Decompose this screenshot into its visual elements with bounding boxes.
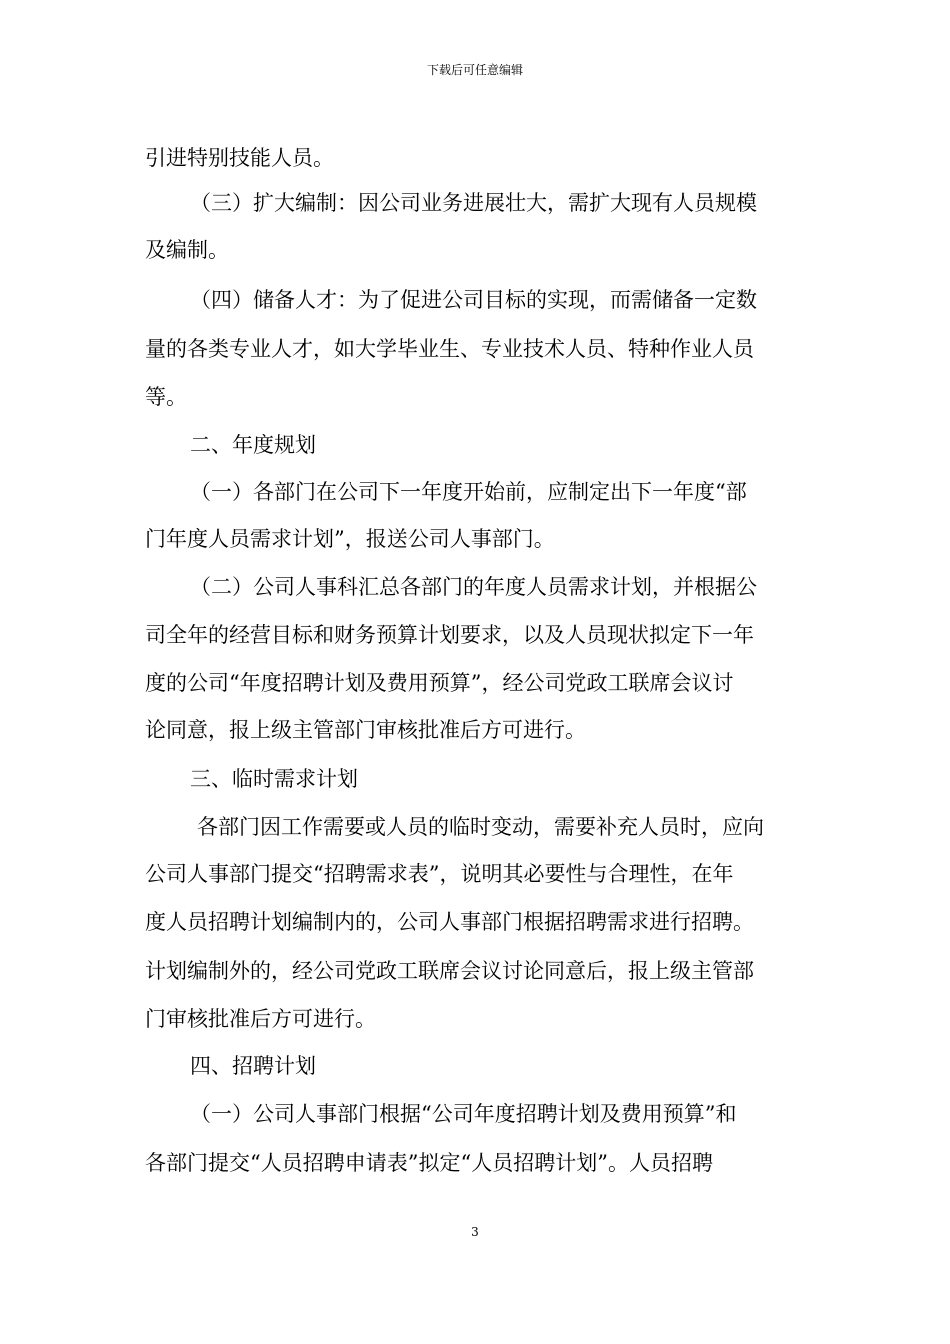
body-line-4: （四）储备人才：为了促进公司目标的实现，而需储备一定数 — [190, 288, 757, 312]
body-line-1: 引进特别技能人员。 — [145, 146, 334, 170]
section-heading-recruitment-plan: 四、招聘计划 — [190, 1054, 316, 1078]
body-line-21: （一）公司人事部门根据“公司年度招聘计划及费用预算”和 — [190, 1102, 737, 1126]
page-number: 3 — [471, 1225, 479, 1239]
body-line-16: 公司人事部门提交“招聘需求表”，说明其必要性与合理性，在年 — [145, 862, 734, 886]
body-line-10: （二）公司人事科汇总各部门的年度人员需求计划，并根据公 — [190, 575, 757, 599]
section-heading-annual-plan: 二、年度规划 — [190, 433, 316, 457]
body-line-2: （三）扩大编制：因公司业务进展壮大，需扩大现有人员规模 — [190, 191, 757, 215]
page-header: 下载后可任意编辑 — [426, 63, 523, 77]
body-line-22: 各部门提交“人员招聘申请表”拟定“人员招聘计划”。人员招聘 — [145, 1151, 713, 1175]
body-line-5: 量的各类专业人才，如大学毕业生、专业技术人员、特种作业人员 — [145, 337, 754, 361]
body-line-18: 计划编制外的，经公司党政工联席会议讨论同意后，报上级主管部 — [145, 959, 754, 983]
body-line-11: 司全年的经营目标和财务预算计划要求，以及人员现状拟定下一年 — [145, 623, 754, 647]
body-line-13: 论同意，报上级主管部门审核批准后方可进行。 — [145, 718, 586, 742]
body-line-12: 度的公司“年度招聘计划及费用预算”，经公司党政工联席会议讨 — [145, 671, 734, 695]
body-line-6: 等。 — [145, 385, 187, 409]
body-line-9: 门年度人员需求计划”，报送公司人事部门。 — [145, 527, 555, 551]
section-heading-temporary-demand: 三、临时需求计划 — [190, 767, 358, 791]
body-line-8: （一）各部门在公司下一年度开始前，应制定出下一年度“部 — [190, 480, 747, 504]
body-line-3: 及编制。 — [145, 238, 229, 262]
body-line-15: 各部门因工作需要或人员的临时变动，需要补充人员时，应向 — [197, 815, 764, 839]
body-line-17: 度人员招聘计划编制内的，公司人事部门根据招聘需求进行招聘。 — [145, 910, 754, 934]
body-line-19: 门审核批准后方可进行。 — [145, 1007, 376, 1031]
